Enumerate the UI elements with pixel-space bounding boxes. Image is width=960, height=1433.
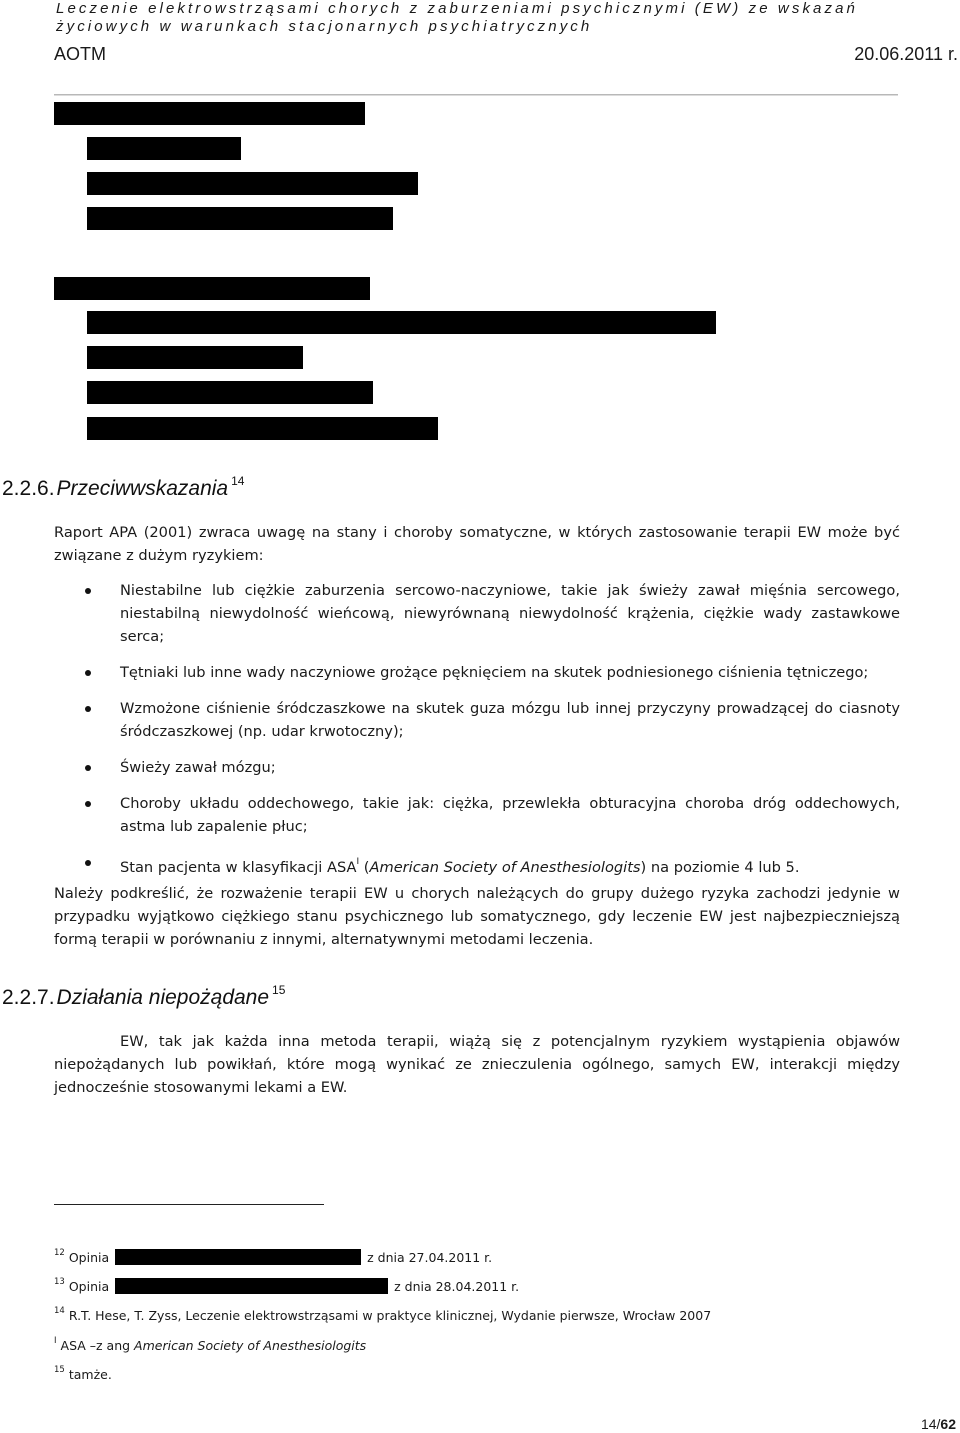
redaction-block bbox=[87, 207, 393, 230]
footnote-15 bbox=[54, 1365, 112, 1382]
footnote-text: ASA –z ang bbox=[60, 1338, 135, 1353]
page-number bbox=[921, 1416, 956, 1432]
document-title-line2: życiowych w warunkach stacjonarnych psychiatrycznych bbox=[56, 18, 593, 35]
redaction-block bbox=[87, 172, 418, 195]
list-item: Choroby układu oddechowego, takie jak: ciężka, przewlekła obturacyjna choroba dróg oddechowych, astma lub zapalenie płuc; bbox=[82, 792, 900, 838]
footnote-number: 14 bbox=[54, 1306, 65, 1316]
adverse-effects-paragraph: EW, tak jak każda inna metoda terapii, wiążą się z potencjalnym ryzykiem wystąpienia objawów niepożądanych lub powikłań, które mogą wynikać ze znieczulenia ogólnego, samych EW, interakcji między jednocześnie stosowanymi lekami a EW. bbox=[54, 1033, 900, 1096]
page-current: 14 bbox=[920, 1416, 937, 1432]
footnote-text: Opinia bbox=[68, 1250, 110, 1265]
header-divider bbox=[54, 94, 898, 95]
footnote-date: z dnia 27.04.2011 r. bbox=[367, 1250, 493, 1265]
list-item: Wzmożone ciśnienie śródczaszkowe na skutek guza mózgu lub innej przyczyny prowadzącej do ciasnoty śródczaszkowej (np. udar krwotoczny); bbox=[82, 697, 900, 743]
footnote-divider bbox=[54, 1204, 324, 1205]
redaction-block bbox=[115, 1249, 361, 1265]
section-title: Działania niepożądane bbox=[56, 986, 270, 1009]
footnote-number: I bbox=[54, 1336, 57, 1346]
footnote-ref: 15 bbox=[272, 983, 286, 997]
footnote-number: 15 bbox=[54, 1365, 65, 1375]
redaction-block bbox=[54, 277, 370, 300]
list-item: Świeży zawał mózgu; bbox=[82, 756, 900, 779]
redaction-block bbox=[87, 137, 241, 160]
footnote-ref: 14 bbox=[231, 474, 245, 488]
document-title bbox=[56, 0, 956, 36]
footnote-number: 12 bbox=[54, 1248, 65, 1258]
redaction-block bbox=[87, 311, 716, 334]
document-title-line1: Leczenie elektrowstrząsami chorych z zaburzeniami psychicznymi (EW) ze wskazań bbox=[56, 0, 858, 17]
list-item: Tętniaki lub inne wady naczyniowe grożące pęknięciem na skutek podniesionego ciśnienia tętniczego; bbox=[82, 661, 900, 684]
footnote-ref: I bbox=[356, 857, 360, 867]
redaction-block bbox=[87, 346, 303, 369]
list-item: Niestabilne lub ciężkie zaburzenia sercowo-naczyniowe, takie jak świeży zawał mięśnia sercowego, niestabilną niewydolność wieńcową, niewyrównaną niewydolność krążenia, ciężkie wady zastawkowe serca; bbox=[82, 579, 900, 648]
header-meta bbox=[54, 44, 960, 66]
footnote-text: Opinia bbox=[68, 1279, 110, 1294]
intro-paragraph: Raport APA (2001) zwraca uwagę na stany i choroby somatyczne, w których zastosowanie terapii EW może być związane z dużym ryzykiem: bbox=[54, 524, 900, 564]
asa-text: Stan pacjenta w klasyfikacji ASA bbox=[120, 859, 357, 876]
redaction-block bbox=[115, 1278, 388, 1294]
page-total: 62 bbox=[940, 1416, 956, 1432]
asa-full-name: American Society of Anesthesiologits bbox=[369, 859, 641, 876]
footnote-13 bbox=[54, 1277, 519, 1294]
asa-level-text: ) na poziomie 4 lub 5. bbox=[640, 859, 800, 876]
footnote-text: R.T. Hese, T. Zyss, Leczenie elektrowstrząsami w praktyce klinicznej, Wydanie pierwsze, Wrocław 2007 bbox=[68, 1308, 712, 1323]
paren-open: ( bbox=[359, 859, 370, 876]
contraindication-list bbox=[82, 579, 900, 879]
section-title: Przeciwwskazania bbox=[56, 477, 229, 500]
footnote-italic: American Society of Anesthesiologits bbox=[134, 1338, 367, 1353]
section-heading-contraindications bbox=[2, 474, 244, 501]
footnote-I bbox=[54, 1336, 366, 1353]
list-item bbox=[82, 851, 900, 879]
redaction-block bbox=[87, 381, 373, 404]
redaction-block bbox=[54, 102, 365, 125]
section-heading-adverse-effects bbox=[2, 983, 285, 1010]
footnote-14 bbox=[54, 1306, 711, 1323]
section-number: 2.2.6. bbox=[2, 477, 55, 500]
header-date: 20.06.2011 r. bbox=[854, 44, 958, 64]
section-number: 2.2.7. bbox=[2, 986, 55, 1009]
header-org: AOTM bbox=[54, 44, 106, 64]
footnote-date: z dnia 28.04.2011 r. bbox=[394, 1279, 520, 1294]
page-separator: / bbox=[936, 1416, 941, 1432]
closing-paragraph: Należy podkreślić, że rozważenie terapii EW u chorych należących do grupy dużego ryzyka zachodzi jedynie w przypadku wyjątkowo ciężkiego stanu psychicznego lub somatycznego, gdy leczenie EW jest najbezpieczniejszą formą terapii w porównaniu z innymi, alternatywnymi metodami leczenia. bbox=[54, 885, 900, 948]
redaction-block bbox=[87, 417, 438, 440]
footnote-12 bbox=[54, 1248, 492, 1265]
footnote-text: tamże. bbox=[68, 1367, 112, 1382]
footnote-number: 13 bbox=[54, 1277, 65, 1287]
